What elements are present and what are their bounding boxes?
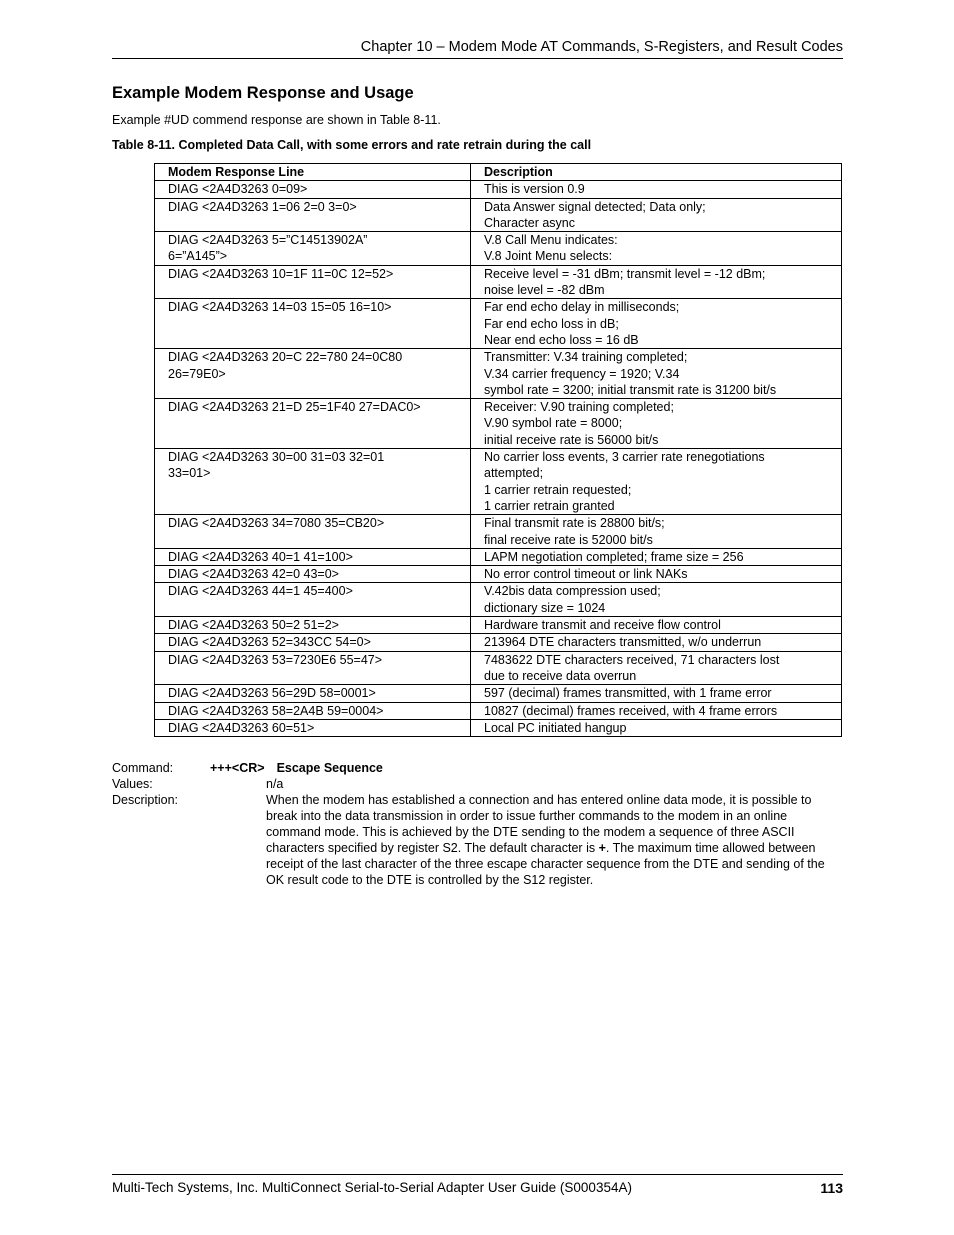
description-cell: Local PC initiated hangup [471,719,842,736]
values-value: n/a [266,777,284,791]
table-row [155,265,842,299]
column-header-response-line: Modem Response Line [155,164,471,181]
description-cell: Final transmit rate is 28800 bit/s; final receive rate is 52000 bit/s [471,515,842,549]
response-line-cell: DIAG <2A4D3263 34=7080 35=CB20> [155,515,471,549]
command-label: Command: [112,761,174,775]
response-line-cell: DIAG <2A4D3263 21=D 25=1F40 27=DAC0> [155,399,471,449]
command-code: +++<CR> [210,761,265,775]
response-line-cell: DIAG <2A4D3263 60=51> [155,719,471,736]
table-row [155,198,842,232]
section-title: Example Modem Response and Usage [112,84,414,102]
description-text [266,792,843,888]
description-cell: This is version 0.9 [471,181,842,198]
response-line-cell: DIAG <2A4D3263 0=09> [155,181,471,198]
description-cell: 213964 DTE characters transmitted, w/o underrun [471,634,842,651]
page-header: Chapter 10 – Modem Mode AT Commands, S-Registers, and Result Codes [112,39,843,59]
description-cell: Transmitter: V.34 training completed; V.34 carrier frequency = 1920; V.34 symbol rate = 3200; initial transmit rate is 31200 bit/s [471,349,842,399]
description-cell: 597 (decimal) frames transmitted, with 1 frame error [471,685,842,702]
table-row [155,449,842,515]
description-cell: 10827 (decimal) frames received, with 4 frame errors [471,702,842,719]
description-cell: Far end echo delay in milliseconds; Far end echo loss in dB; Near end echo loss = 16 dB [471,299,842,349]
description-part-2: . The maximum time allowed between receipt of the last character of the three escape character sequence from the DTE and sending of the OK result code to the DTE is controlled by the S12 register. [266,841,825,887]
response-line-cell: DIAG <2A4D3263 1=06 2=0 3=0> [155,198,471,232]
table-row [155,399,842,449]
footer-text: Multi-Tech Systems, Inc. MultiConnect Serial-to-Serial Adapter User Guide (S000354A) [112,1180,632,1195]
command-title: Escape Sequence [276,761,383,775]
description-row [112,792,843,888]
table-row [155,685,842,702]
description-cell: LAPM negotiation completed; frame size = 256 [471,548,842,565]
values-row [112,776,843,792]
response-line-cell: DIAG <2A4D3263 50=2 51=2> [155,617,471,634]
column-header-description: Description [471,164,842,181]
response-line-cell: DIAG <2A4D3263 30=00 31=03 32=01 33=01> [155,449,471,515]
table-row [155,651,842,685]
table-row [155,515,842,549]
description-label: Description: [112,793,178,807]
response-line-cell: DIAG <2A4D3263 52=343CC 54=0> [155,634,471,651]
table-row [155,349,842,399]
command-row [112,760,843,776]
command-name [210,760,843,776]
table-row [155,548,842,565]
description-cell: Receive level = -31 dBm; transmit level = -12 dBm; noise level = -82 dBm [471,265,842,299]
description-cell: V.8 Call Menu indicates: V.8 Joint Menu selects: [471,232,842,266]
response-line-cell: DIAG <2A4D3263 44=1 45=400> [155,583,471,617]
table-row [155,719,842,736]
page-number: 113 [820,1180,843,1196]
table-row [155,299,842,349]
modem-response-table [154,163,842,737]
response-line-cell: DIAG <2A4D3263 40=1 41=100> [155,548,471,565]
description-part-1: When the modem has established a connection and has entered online data mode, it is possible to break into the data transmission in order to issue further commands to the modem in an online command mode. This is achieved by the DTE sending to the modem a sequence of three ASCII characters specified by register S2. The default character is [266,793,812,855]
response-line-cell: DIAG <2A4D3263 20=C 22=780 24=0C80 26=79E0> [155,349,471,399]
table-row [155,181,842,198]
response-line-cell: DIAG <2A4D3263 58=2A4B 59=0004> [155,702,471,719]
command-block [112,760,843,888]
description-cell: No error control timeout or link NAKs [471,566,842,583]
description-cell: Data Answer signal detected; Data only; Character async [471,198,842,232]
table-row [155,702,842,719]
response-line-cell: DIAG <2A4D3263 53=7230E6 55=47> [155,651,471,685]
intro-paragraph: Example #UD commend response are shown in Table 8-11. [112,113,441,127]
table-header-row [155,164,842,181]
response-line-cell: DIAG <2A4D3263 56=29D 58=0001> [155,685,471,702]
table-row [155,634,842,651]
table-row [155,583,842,617]
values-label: Values: [112,777,153,791]
table-row [155,566,842,583]
response-line-cell: DIAG <2A4D3263 10=1F 11=0C 12=52> [155,265,471,299]
response-line-cell: DIAG <2A4D3263 5=”C14513902A” 6=”A145”> [155,232,471,266]
table-row [155,232,842,266]
description-cell: Hardware transmit and receive flow control [471,617,842,634]
escape-character: + [598,841,606,855]
table-row [155,617,842,634]
response-line-cell: DIAG <2A4D3263 42=0 43=0> [155,566,471,583]
description-cell: Receiver: V.90 training completed; V.90 symbol rate = 8000; initial receive rate is 56000 bit/s [471,399,842,449]
page-footer [112,1174,843,1196]
description-cell: No carrier loss events, 3 carrier rate renegotiations attempted; 1 carrier retrain requested; 1 carrier retrain granted [471,449,842,515]
response-line-cell: DIAG <2A4D3263 14=03 15=05 16=10> [155,299,471,349]
description-cell: V.42bis data compression used; dictionary size = 1024 [471,583,842,617]
table-body [155,181,842,737]
table-caption: Table 8-11. Completed Data Call, with some errors and rate retrain during the call [112,138,592,152]
description-cell: 7483622 DTE characters received, 71 characters lost due to receive data overrun [471,651,842,685]
